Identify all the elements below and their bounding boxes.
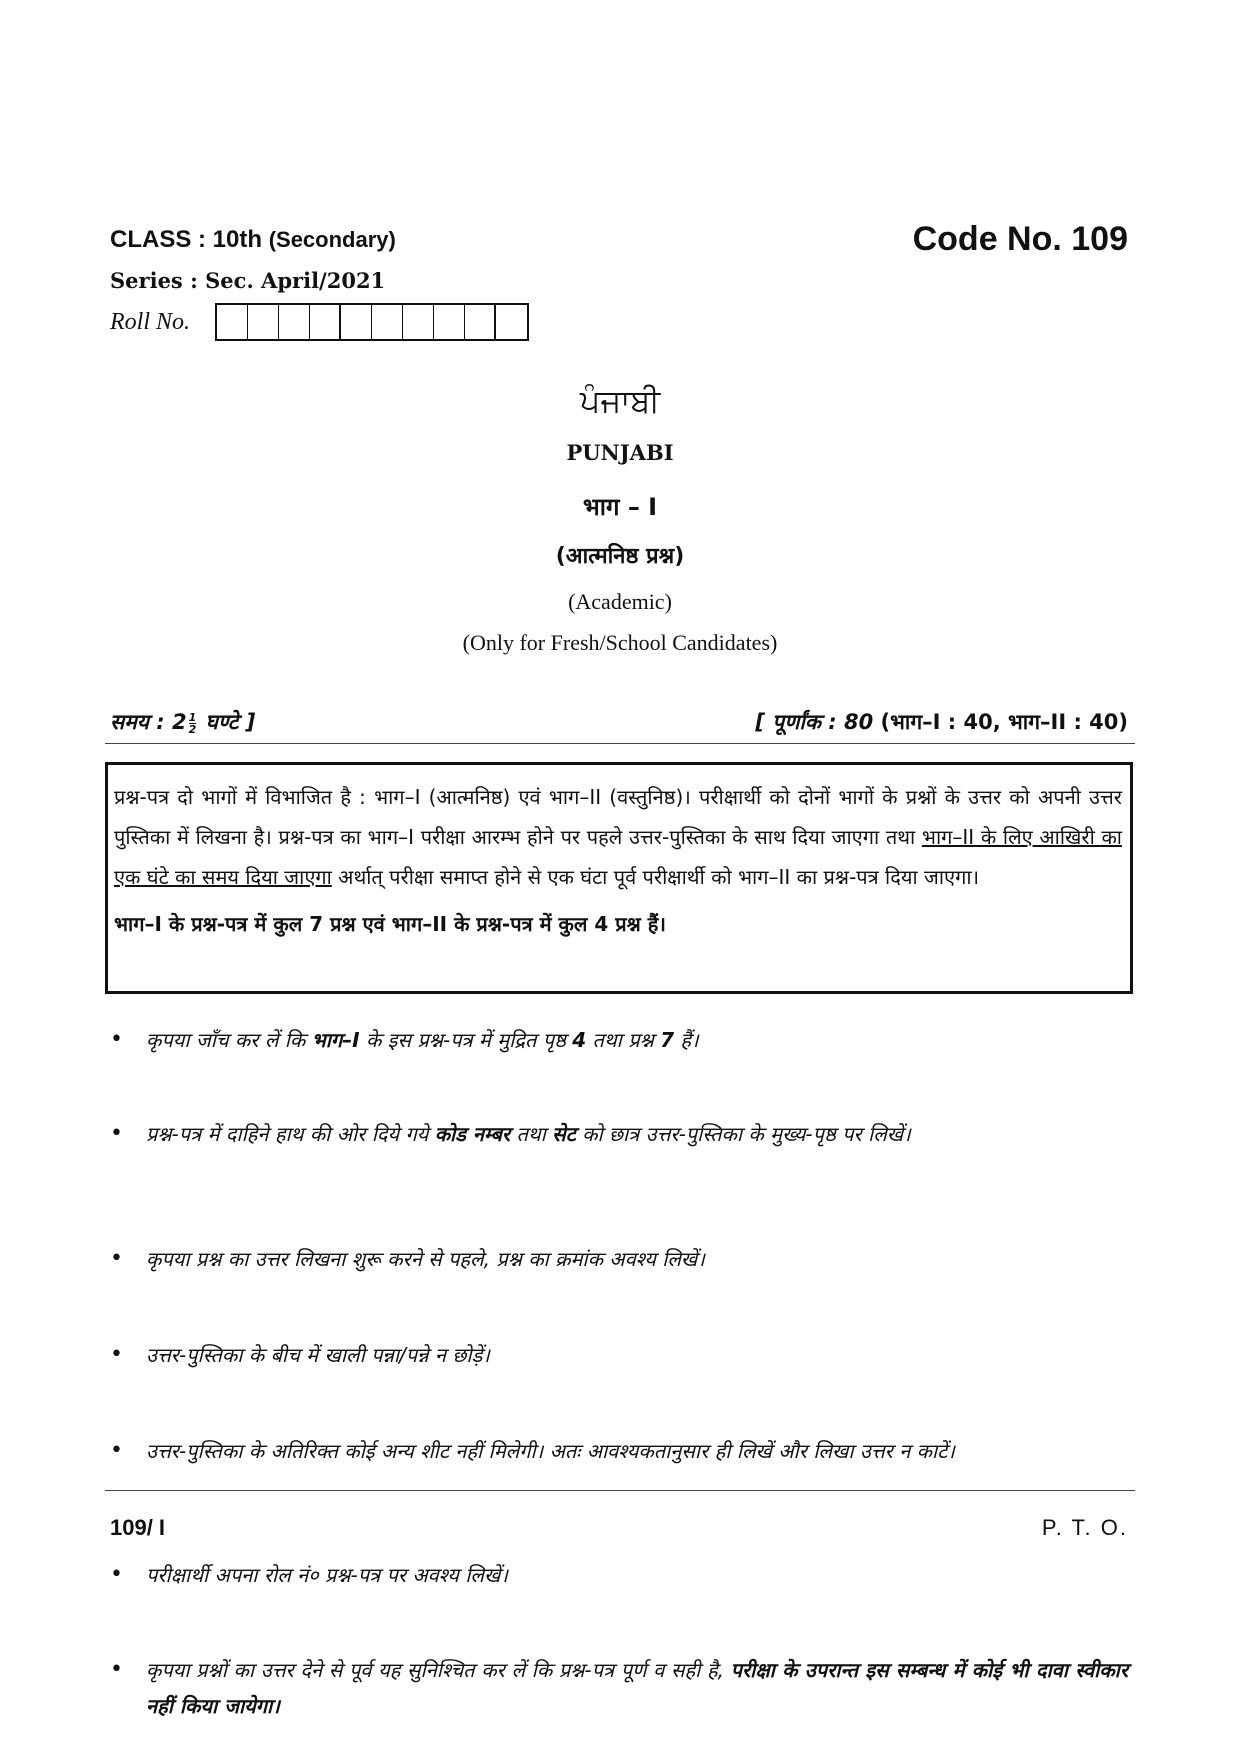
max-marks: [ पूर्णांक : 80 (भाग–I : 40, भाग–II : 40) xyxy=(755,710,1128,734)
notice-paragraph: प्रश्न-पत्र दो भागों में विभाजित है : भाग–I (आत्मनिष्ठ) एवं भाग–II (वस्तुनिष्ठ)। परीक्षार्थी को दोनों भागों के प्रश्नों के उत्तर को अपनी उत्तर पुस्तिका में लिखना है। प्रश्न-पत्र का भाग–I परीक्षा आरम्भ होने पर पहले उत्तर-पुस्तिका के साथ दिया जाएगा तथा भाग–II के लिए आखिरी का एक घंटे का समय दिया जाएगा अर्थात् परीक्षा समाप्त होने से एक घंटा पूर्व परीक्षार्थी को भाग–II का प्रश्न-पत्र दिया जाएगा। xyxy=(114,785,1122,889)
divider xyxy=(105,743,1135,744)
subject-title: PUNJABI xyxy=(566,440,674,465)
instruction-item: • उत्तर-पुस्तिका के अतिरिक्त कोई अन्य शीट नहीं मिलेगी। अतः आवश्यकतानुसार ही लिखें और लिखा उत्तर न काटें। xyxy=(110,1433,1128,1469)
part-title: भाग – I xyxy=(582,493,658,521)
instruction-item: • परीक्षार्थी अपना रोल नं० प्रश्न-पत्र पर अवश्य लिखें। xyxy=(110,1557,1128,1593)
roll-box[interactable] xyxy=(279,305,310,339)
stream-label: (Academic) xyxy=(568,589,672,614)
instruction-item: • कृपया प्रश्नों का उत्तर देने से पूर्व यह सुनिश्चित कर लें कि प्रश्न-पत्र पूर्ण व सही है, परीक्षा के उपरान्त इस सम्बन्ध में कोई भी दावा स्वीकार नहीं किया जायेगा। xyxy=(110,1652,1128,1724)
notice-box xyxy=(105,762,1133,994)
time-allowed: समय : 2 $\frac{1}{2}$ घण्टे ] xyxy=(110,710,256,736)
candidate-type-label: (Only for Fresh/School Candidates) xyxy=(462,630,778,655)
roll-box[interactable] xyxy=(434,305,465,339)
class-sub-label: (Secondary) xyxy=(268,227,396,252)
roll-box[interactable] xyxy=(496,305,527,339)
instruction-item: • कृपया जाँच कर लें कि भाग–I के इस प्रश्न-पत्र में मुद्रित पृष्ठ 4 तथा प्रश्न 7 हैं। xyxy=(110,1022,1128,1058)
part-subtitle: (आत्मनिष्ठ प्रश्न) xyxy=(555,544,685,569)
code-number: Code No. 109 xyxy=(912,220,1128,258)
time-marks-row xyxy=(110,708,1128,736)
class-label: CLASS : 10th (Secondary) xyxy=(110,226,396,253)
roll-box[interactable] xyxy=(248,305,279,339)
pto-label: P. T. O. xyxy=(1041,1515,1128,1540)
instruction-item: • प्रश्न-पत्र में दाहिने हाथ की ओर दिये गये कोड नम्बर तथा सेट को छात्र उत्तर-पुस्तिका के मुख्य-पृष्ठ पर लिखें। xyxy=(110,1116,1128,1152)
notice-underlined: भाग–II के लिए आखिरी का एक घंटे का समय दिया जाएगा xyxy=(114,825,1122,889)
roll-box[interactable] xyxy=(217,305,248,339)
subject-title-gurmukhi: ਪੰਜਾਬੀ xyxy=(579,382,661,420)
roll-box[interactable] xyxy=(341,305,372,339)
roll-box[interactable] xyxy=(372,305,403,339)
roll-box[interactable] xyxy=(403,305,434,339)
series-label: Series : Sec. April/2021 xyxy=(110,268,386,293)
notice-question-count: भाग–I के प्रश्न-पत्र में कुल 7 प्रश्न एवं भाग–II के प्रश्न-पत्र में कुल 4 प्रश्न हैं। xyxy=(114,912,666,936)
half-fraction: $\frac{1}{2}$ xyxy=(188,710,197,736)
page-code: 109/ I xyxy=(110,1515,166,1540)
roll-number-boxes[interactable] xyxy=(215,303,529,341)
instruction-item: • उत्तर-पुस्तिका के बीच में खाली पन्ना/पन्ने न छोड़ें। xyxy=(110,1337,1128,1373)
divider xyxy=(105,1490,1135,1491)
roll-box[interactable] xyxy=(465,305,496,339)
roll-box[interactable] xyxy=(310,305,341,339)
roll-number-label: Roll No. xyxy=(110,309,191,335)
instruction-item: • कृपया प्रश्न का उत्तर लिखना शुरू करने से पहले, प्रश्न का क्रमांक अवश्य लिखें। xyxy=(110,1241,1128,1277)
